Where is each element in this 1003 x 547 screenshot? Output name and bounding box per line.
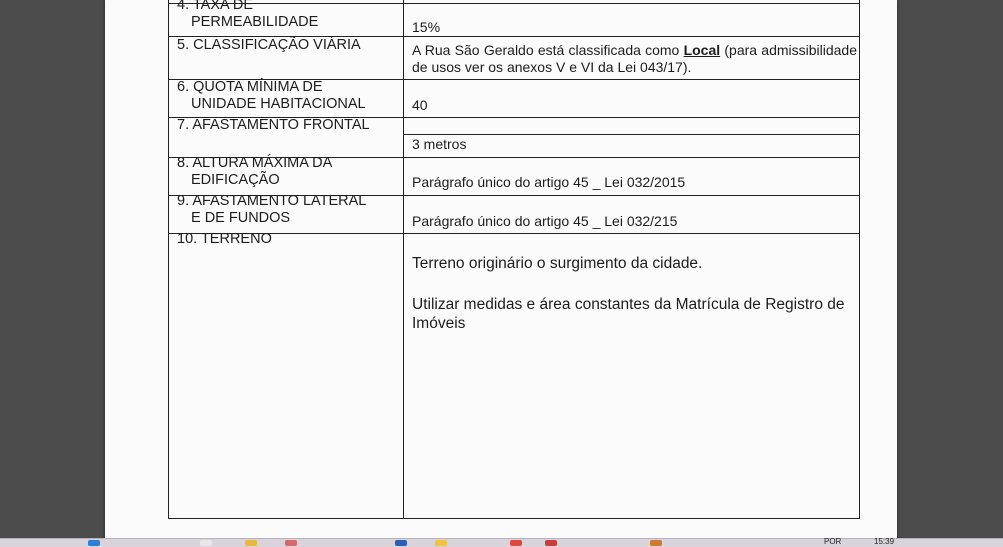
app-icon-2[interactable] (650, 540, 662, 546)
row-8-label: 8. ALTURA MÁXIMA DA EDIFICAÇÃO (177, 155, 333, 188)
file-explorer-icon[interactable] (200, 540, 212, 546)
column-divider (403, 0, 404, 519)
clock[interactable]: 15:39 (874, 537, 895, 546)
zoning-table (168, 0, 860, 519)
folder-icon[interactable] (245, 540, 257, 546)
row-5-value: A Rua São Geraldo está classificada como Local (para admissibilidade de usos ver os anexos V e VI da Lei 043/17). (412, 42, 857, 75)
row-7-label: 7. AFASTAMENTO FRONTAL (177, 117, 370, 133)
pdf-reader-icon[interactable] (545, 540, 557, 546)
notes-icon[interactable] (435, 540, 447, 546)
chrome-icon[interactable] (510, 540, 522, 546)
row-8-value: Parágrafo único do artigo 45 _ Lei 032/2015 (412, 174, 686, 190)
language-indicator[interactable]: POR (824, 537, 842, 546)
app-icon[interactable] (285, 540, 297, 546)
row-9-value: Parágrafo único do artigo 45 _ Lei 032/215 (412, 213, 678, 229)
row-10-value-p2: Utilizar medidas e área constantes da Matrícula de Registro de Imóveis (412, 296, 845, 332)
word-icon[interactable] (395, 540, 407, 546)
browser-icon[interactable] (88, 540, 100, 546)
row-9-label: 9. AFASTAMENTO LATERAL E DE FUNDOS (177, 193, 367, 226)
document-page (105, 0, 897, 540)
row-10-value-p1: Terreno originário o surgimento da cidade. (412, 255, 703, 272)
row-4-label: 4. TAXA DE PERMEABILIDADE (177, 0, 319, 30)
row-6-label: 6. QUOTA MÍNIMA DE UNIDADE HABITACIONAL (177, 79, 366, 112)
row-inner-border (404, 134, 860, 135)
row-10-label: 10. TERRENO (177, 231, 272, 247)
row-4-value: 15% (412, 19, 441, 35)
row-7-value: 3 metros (412, 136, 467, 152)
row-6-value: 40 (412, 97, 428, 113)
row-5-label: 5. CLASSIFICAÇÃO VIÁRIA (177, 37, 361, 53)
